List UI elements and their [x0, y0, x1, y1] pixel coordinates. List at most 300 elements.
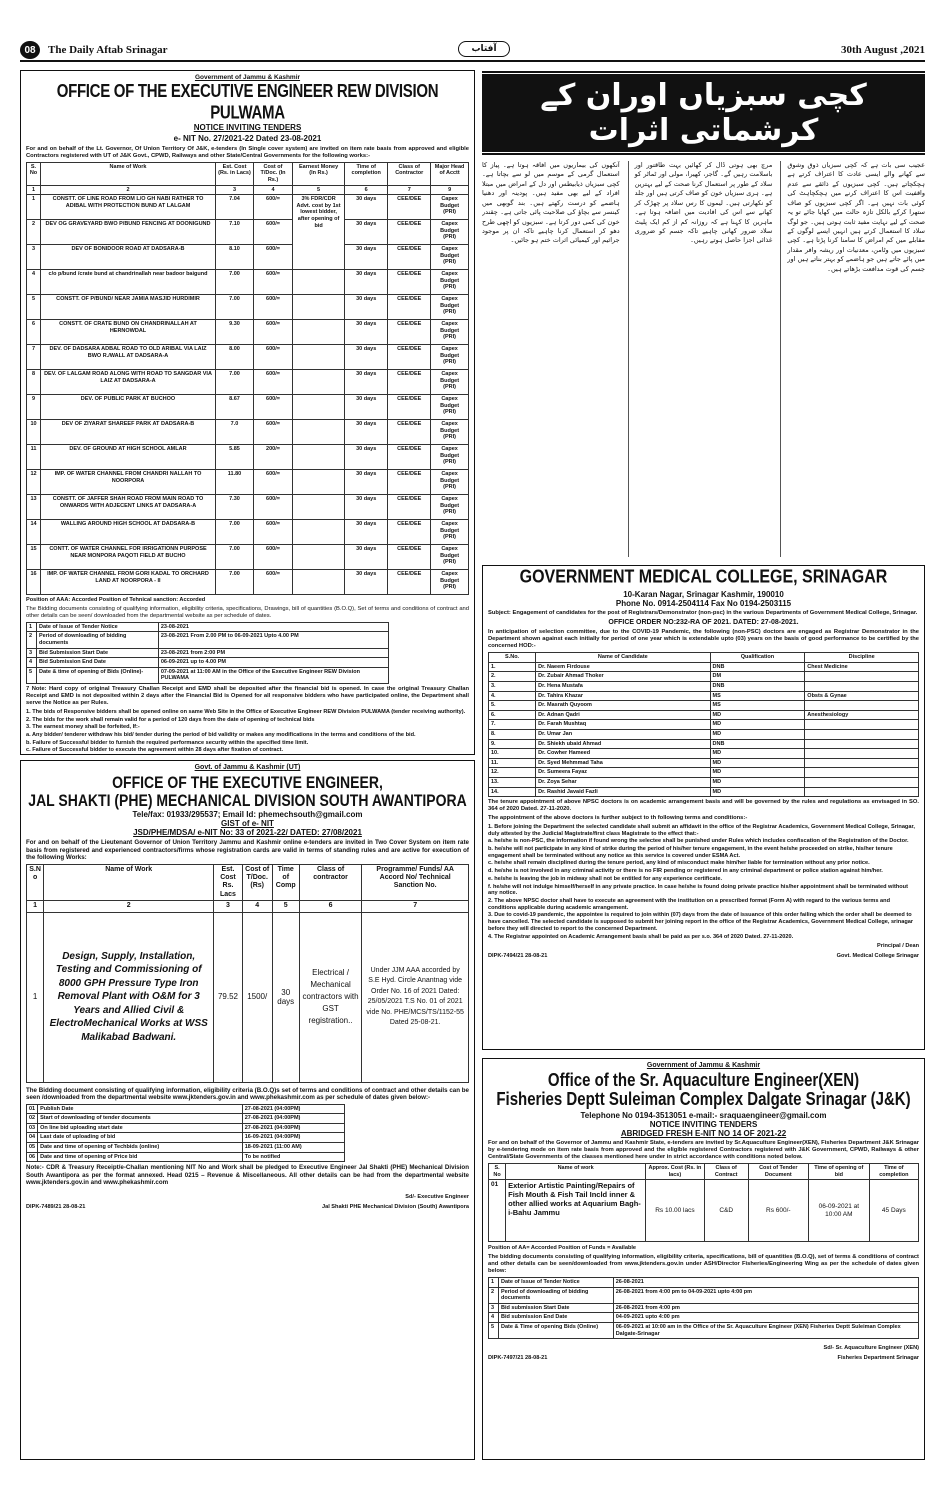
table-cell: Dr. Zubair Ahmad Thoker	[536, 672, 710, 682]
table-cell: 600/=	[253, 470, 292, 495]
table-cell: 10	[27, 420, 41, 445]
table-row	[27, 395, 469, 420]
gmc-tenure: The tenure appointment of above NPSC doctors is on academic arrangement basis and will be governed by the rules and regulations as envisaged in SO. 364 of 2020 Dated. 27-11-2020.	[488, 799, 919, 813]
newspaper-name: The Daily Aftab Srinagar	[48, 44, 168, 56]
table-row	[27, 220, 469, 245]
table-cell: 7.00	[216, 295, 254, 320]
rew-nit: e- NIT No. 27/2021-22 Dated 23-08-2021	[173, 134, 322, 144]
table-cell: 600/=	[253, 295, 292, 320]
table-row	[27, 270, 469, 295]
schedule-cell: 06-09-2021 at 10:00 am in the Office of the Sr. Aquaculture Engineer (XEN) Fisheries Deptt Suleiman Complex Dalgate-Srinagar	[613, 1322, 918, 1338]
fish-cell: Rs 600/-	[748, 1180, 808, 1242]
table-cell: DEV OF ZIYARAT SHAREEF PARK AT DADSARA-B	[41, 420, 216, 445]
table-cell	[293, 520, 345, 545]
table-cell: MD	[710, 768, 805, 778]
fish-contact: Telephone No 0194-3513051 e-mail:- sraquaengineer@gmail.com	[580, 1111, 827, 1121]
table-cell: Capex Budget (PRI)	[431, 445, 469, 470]
table-cell: CONSTT. OF P/BUND/ NEAR JAMIA MASJID HURDIMIR	[41, 295, 216, 320]
table-cell: 600/=	[253, 345, 292, 370]
fish-abridged: ABRIDGED FRESH E-NIT NO 14 OF 2021-22	[620, 1129, 787, 1139]
fish-cell: Exterior Artistic Painting/Repairs of Fish Mouth & Fish Tail Incld inner & other allied works at Aquarium Bagh-i-Bahu Jammu	[506, 1180, 646, 1242]
table-cell: CEE/DEE	[388, 320, 431, 345]
table-cell: 30 days	[345, 295, 388, 320]
table-cell: 8.10	[216, 245, 254, 270]
table-cell: 12	[27, 470, 41, 495]
table-cell	[805, 681, 919, 691]
table-cell: 14	[27, 520, 41, 545]
col-header: Cost of T/Doc. (Rs)	[242, 864, 272, 901]
urdu-article	[482, 70, 925, 557]
table-cell: Dr. Masrath Quyoom	[536, 701, 710, 711]
col-header: Est. Cost (Rs. in Lacs)	[216, 162, 254, 185]
table-cell: Dr. Cowher Hameed	[536, 749, 710, 759]
table-row	[489, 701, 919, 711]
schedule-cell: Start of downloading of tender documents	[38, 1114, 243, 1124]
schedule-row	[27, 648, 389, 658]
schedule-row	[27, 1133, 345, 1143]
term-item: 4. The Registrar appointed on Academic Arrangement basis shall be paid as per s.o. 364 of 2020 Dated. 27-11-2020.	[488, 933, 794, 940]
table-cell: Capex Budget (PRI)	[431, 270, 469, 295]
col-header: 2	[44, 901, 214, 912]
table-cell: 30 days	[345, 570, 388, 595]
term-item: b. Failure of Successful bidder to furnish the required performance security within the specified time limit.	[26, 739, 309, 746]
table-cell: MD	[710, 749, 805, 759]
fisheries-tender-notice	[482, 1058, 925, 1460]
table-row	[27, 420, 469, 445]
table-cell: 12.	[489, 768, 536, 778]
fish-sign2: Fisheries Department Srinagar	[837, 1354, 919, 1361]
table-cell: 600/=	[253, 370, 292, 395]
schedule-cell: Period of downloading of bidding documents	[37, 632, 159, 648]
schedule-cell: 01	[27, 1104, 38, 1114]
table-cell: 7.04	[216, 195, 254, 220]
masthead-logo: آفتاب	[458, 41, 510, 57]
schedule-row	[27, 1104, 345, 1114]
term-item: e. he/she is leaving the job in midway shall not be entitled for any experience certificate.	[488, 875, 723, 882]
table-cell: 1	[27, 195, 41, 220]
table-cell	[805, 758, 919, 768]
table-cell: 8.67	[216, 395, 254, 420]
table-cell: Dr. Zoya Sehar	[536, 777, 710, 787]
col-header: Qualification	[710, 653, 805, 663]
table-cell: 600/=	[253, 420, 292, 445]
table-cell: CONTT. OF WATER CHANNEL FOR IRRIGATIONN PURPOSE NEAR MONPORA PAQOTI FIELD AT BUCHO	[41, 545, 216, 570]
schedule-cell: 3	[27, 648, 37, 658]
col-header: S. No	[27, 162, 41, 185]
table-cell: 30 days	[345, 445, 388, 470]
table-cell: CEE/DEE	[388, 195, 431, 220]
table-cell: 2.	[489, 672, 536, 682]
schedule-row	[27, 1123, 345, 1133]
table-cell: 6	[27, 320, 41, 345]
table-cell: Chest Medicine	[805, 662, 919, 672]
col-header: Est. Cost Rs. Lacs	[214, 864, 243, 901]
schedule-cell: 06-09-2021 up to 4.00 PM	[158, 658, 388, 668]
col-header: Class of Contractor	[388, 162, 431, 185]
phe-title2: JAL SHAKTI (PHE) MECHANICAL DIVISION SOUTH AWANTIPORA	[28, 790, 467, 810]
fish-notice: NOTICE INVITING TENDERS	[649, 1120, 758, 1130]
table-row	[489, 749, 919, 759]
urdu-headline: کچی سبزیاں اوران کے کرشماتی اثرات	[482, 74, 925, 152]
phe-cell: 1500/	[242, 912, 272, 1082]
table-cell	[805, 777, 919, 787]
schedule-cell: 16-09-2021 (04:00PM)	[242, 1133, 344, 1143]
col-header: Time of opening of bid	[808, 1164, 869, 1180]
col-header: 7	[362, 901, 469, 912]
table-row	[27, 445, 469, 470]
gmc-order-no: OFFICE ORDER NO:232-RA OF 2021. DATED: 27-08-2021.	[608, 618, 799, 626]
table-cell: MD	[710, 787, 805, 797]
table-cell	[293, 570, 345, 595]
table-cell: 8.00	[216, 345, 254, 370]
fish-title2: Fisheries Deptt Suleiman Complex Dalgate Srinagar (J&K)	[496, 1089, 911, 1111]
schedule-row	[27, 1114, 345, 1124]
fish-cell: Rs 10.00 lacs	[646, 1180, 705, 1242]
phe-dipk: DIPK-7489/21 28-08-21	[26, 1204, 86, 1211]
term-item: c. Failure of Successful bidder to execute the agreement within 28 days after fixation of contract.	[26, 747, 284, 754]
table-cell: Anesthesiology	[805, 710, 919, 720]
table-cell: MS	[710, 701, 805, 711]
schedule-cell: 03	[27, 1123, 38, 1133]
table-cell: Capex Budget (PRI)	[431, 545, 469, 570]
table-cell	[293, 295, 345, 320]
schedule-cell: 26-08-2021 from 4:00 pm to 04-09-2021 upto 4:00 pm	[613, 1287, 918, 1303]
term-item: 1. Before joining the Department the selected candidate shall submit an affidavit in the office of the Registrar Academics, Government Medical College, Srinagar, duly attested by the Judicial Magistrate/first class Magistrate to the effect that:-	[488, 823, 915, 837]
schedule-cell: Date and time of opening of Techbids (online)	[38, 1142, 243, 1152]
fish-schedule-table	[488, 1277, 919, 1339]
col-header: Earnest Money (In Rs.)	[293, 162, 345, 185]
schedule-cell: 23-08-2021 from 2:00 PM	[158, 648, 388, 658]
table-cell: Capex Budget (PRI)	[431, 345, 469, 370]
table-cell: DEV. OF GROUND AT HIGH SCHOOL AMLAR	[41, 445, 216, 470]
table-row	[27, 545, 469, 570]
table-cell: 30 days	[345, 270, 388, 295]
col-number: 4	[253, 185, 292, 195]
table-row	[489, 691, 919, 701]
table-cell: Dr. Shiekh ubaid Ahmad	[536, 739, 710, 749]
table-row	[489, 739, 919, 749]
phe-cell: Under JJM AAA accorded by S.E Hyd. Circle Anantnag vide Order No. 16 of 2021 Dated: 25/05/2021 T.S No. 01 of 2021 vide No. PHE/MCS/TS/1152-55 Dated 25-08-21.	[362, 912, 469, 1082]
schedule-cell: Date & Time of opening Bids (Online)	[499, 1322, 614, 1338]
table-row	[489, 672, 919, 682]
schedule-cell: 4	[489, 1313, 499, 1323]
table-cell	[805, 729, 919, 739]
schedule-cell: Date of Issue of Tender Notice	[37, 622, 159, 632]
table-cell: 30 days	[345, 495, 388, 520]
table-cell: 2	[27, 220, 41, 245]
gmc-order	[482, 565, 925, 1050]
term-item: b. he/she will not participate in any kind of strike during the period of his/her tenure engagement, in the event he/she proceeded on strike, his/her tenure engagement shall be terminated without any notice as this service is covered under ESMA Act.	[488, 846, 893, 859]
table-cell	[293, 370, 345, 395]
phe-nit: JSD/PHE/MDSA/ e-NIT No: 33 of 2021-22/ DATED: 27/08/2021	[133, 828, 362, 838]
table-cell: 8	[27, 370, 41, 395]
col-header: Class of contractor	[299, 864, 362, 901]
term-item: 2. The bids for the work shall remain valid for a period of 120 days from the date of opening of technical bids	[26, 716, 315, 723]
schedule-row	[489, 1313, 919, 1323]
table-cell: CEE/DEE	[388, 520, 431, 545]
schedule-cell: 27-08-2021 (04:00PM)	[242, 1123, 344, 1133]
table-cell: Capex Budget (PRI)	[431, 395, 469, 420]
table-cell: 7	[27, 345, 41, 370]
table-cell	[805, 720, 919, 730]
schedule-row	[489, 1322, 919, 1338]
term-item: 3. Due to covid-19 pandemic, the appointee is required to join within (07) days from the date of issuance of this order failing which the order shall be deemed to have cancelled. The selected candidate is supposed to submit her joining report in the office of the Registrar Academics, Government Medical College, srinagar before they will directed to report to the concerned Department.	[488, 912, 914, 932]
col-header: 4	[242, 901, 272, 912]
table-cell: 30 days	[345, 220, 388, 245]
table-cell: CEE/DEE	[388, 220, 431, 245]
fish-biddoc: The bidding documents consisting of qualifying information, eligibility criteria, specifications, bill of quantities (B.O.Q), set of terms & conditions of contract and other details can be seen/downloaded from www.jktenders.gov.in under ASH/Director Fisheries/Engineering Wing as per the schedule of dates given below:	[488, 1254, 919, 1275]
table-row	[489, 787, 919, 797]
rew-title: OFFICE OF THE EXECUTIVE ENGINEER REW DIVISION PULWAMA	[56, 80, 439, 124]
phe-cell: 79.52	[214, 912, 243, 1082]
table-cell: Obsts & Gynae	[805, 691, 919, 701]
term-item: 1. The bids of Responsive bidders shall be opened online on same Web Site in the Office of Executive Engineer REW Division PULWAMA (tender receiving authority).	[26, 708, 466, 715]
table-row	[27, 295, 469, 320]
col-header: S.N o	[27, 864, 44, 901]
schedule-cell: To be notified	[242, 1152, 344, 1162]
schedule-cell: 27-08-2021 (04:00PM)	[242, 1114, 344, 1124]
phe-sign: Sd/- Executive Engineer	[405, 1194, 469, 1201]
table-cell: MS	[710, 691, 805, 701]
gmc-sign2: Govt. Medical College Srinagar	[836, 952, 919, 959]
table-cell: 8.	[489, 729, 536, 739]
schedule-cell: 04	[27, 1133, 38, 1143]
schedule-cell: 27-08-2021 (04:00PM)	[242, 1104, 344, 1114]
schedule-cell: 04-09-2021 upto 4:00 pm	[613, 1313, 918, 1323]
term-item: a. Any bidder/ tenderer withdraw his bid/ tender during the period of bid validity or makes any modifications in the terms and conditions of the bid.	[26, 732, 416, 738]
phe-gist: GIST of e- NIT	[221, 819, 274, 829]
table-cell: CEE/DEE	[388, 245, 431, 270]
earnest-money-cell: 3% FDR/CDR Advt. cost by 1st lowest bidder, after opening of bid	[293, 195, 345, 270]
table-cell: 30 days	[345, 520, 388, 545]
col-header: Time of Comp	[272, 864, 299, 901]
table-cell: 15	[27, 545, 41, 570]
rew-biddoc: The Bidding documents consisting of qualifying information, eligibility criteria, specifications, Drawings, bill of quantities (B.O.Q), Set of terms and conditions of contract and other details can be seen/ downloaded from the departmental website as per schedule of dates.	[26, 605, 469, 619]
col-header: 5	[272, 901, 299, 912]
col-header: Time of completion	[345, 162, 388, 185]
phe-division: Jal Shakti PHE Mechanical Division (South) Awantipora	[321, 1204, 469, 1211]
table-cell: 30 days	[345, 195, 388, 220]
schedule-cell: 26-08-2021	[613, 1278, 918, 1288]
gmc-subject: Subject: Engagement of candidates for the post of Registrars/Demonstrator (non-psc) in the various Departments of Government Medical College, Srinagar.	[488, 610, 918, 616]
col-header: Name of Work	[41, 162, 216, 185]
rew-note: 7 Note: Hard copy of original Treasury Challan Receipt and EMD shall be deposited after the financial bid is opened. In case the original Treasury Challan Receipt and EMD is not deposited within 2 days after the Financial Bid is Opened for all responsive bidders who have participated online, the Department shall serve the Notice as per Rules.	[26, 686, 469, 706]
col-header: S.No.	[489, 653, 536, 663]
table-cell: Dr. Farah Mushtaq	[536, 720, 710, 730]
table-cell: DNB	[710, 662, 805, 672]
page-header	[20, 40, 925, 62]
gmc-title: GOVERNMENT MEDICAL COLLEGE, SRINAGAR	[519, 567, 888, 588]
schedule-cell: Date and time of opening of Price bid	[38, 1152, 243, 1162]
phe-cell: 30 days	[272, 912, 299, 1082]
rew-notice: NOTICE INVITING TENDERS	[193, 122, 302, 132]
table-cell: 600/=	[253, 320, 292, 345]
table-cell: Dr. Rashid Javaid Fazli	[536, 787, 710, 797]
col-header: Cost of T/Doc. (In Rs.)	[253, 162, 292, 185]
phe-title1: OFFICE OF THE EXECUTIVE ENGINEER,	[112, 772, 383, 792]
schedule-cell: 1	[489, 1278, 499, 1288]
table-cell: Capex Budget (PRI)	[431, 570, 469, 595]
schedule-row	[489, 1287, 919, 1303]
table-cell: 9.30	[216, 320, 254, 345]
schedule-cell: 2	[489, 1287, 499, 1303]
table-cell: 200/=	[253, 445, 292, 470]
issue-date: 30th August ,2021	[840, 44, 925, 56]
table-cell: 7.00	[216, 570, 254, 595]
table-cell: 600/=	[253, 270, 292, 295]
table-cell: DEV. OF DADSARA ADBAL ROAD TO OLD ARIBAL VIA LAIZ BWO R./WALL AT DADSARA-A	[41, 345, 216, 370]
gmc-phone: Phone No. 0914-2504114 Fax No 0194-2503115	[615, 599, 792, 608]
table-row	[27, 245, 469, 270]
table-cell: IMP. OF WATER CHANNEL FROM GORI KADAL TO ORCHARD LAND AT NOORPORA - II	[41, 570, 216, 595]
table-row	[489, 710, 919, 720]
table-cell: 7.10	[216, 220, 254, 245]
table-row	[27, 320, 469, 345]
table-cell: 10.	[489, 749, 536, 759]
table-cell: DEV OF BONIDOOR ROAD AT DADSARA-B	[41, 245, 216, 270]
table-row	[27, 195, 469, 220]
table-cell: Capex Budget (PRI)	[431, 195, 469, 220]
table-cell: CEE/DEE	[388, 270, 431, 295]
urdu-column-1: عجیب سی بات ہے کہ کچی سبزیاں ذوق وشوق سے کھانے والے ایسی عادت کا اعتراف کرتے ہے ہچکچاتے ہیں۔ کچی سبزیوں کے ذائقے سے عدم واقفیت اس کا اعتراف کرنے میں ہچکچاہٹ کی کوئی بات نہیں ہے۔ اگر کچی سبزیوں کو صاف ستھرا کرکے بالکل تازہ حالت میں کھایا جائے تو یہ صحت کے لیے نہایت مفید ثابت ہوتی ہیں۔ جو لوگ سلاد کا استعمال کرتے ہیں انہیں ایسے لوگوں کے مقابلے میں کم امراض کا سامنا کرنا پڑتا ہے۔ کچی سبزیوں میں وٹامن، معدنیات اور ریشہ وافر مقدار میں پائے جاتے ہیں جو ہاضمے کو بہتر بناتے ہیں اور جسم کی قوت مدافعت بڑھاتے ہیں۔	[780, 161, 925, 557]
table-row	[27, 520, 469, 545]
col-header: Class of Contract	[704, 1164, 748, 1180]
table-cell: 16	[27, 570, 41, 595]
table-cell: 5.	[489, 701, 536, 711]
table-cell: 3.	[489, 681, 536, 691]
rew-tender-notice	[20, 70, 475, 755]
schedule-cell: Bid submission Start Date	[499, 1303, 614, 1313]
rew-govt: Government of Jammu & Kashmir	[194, 74, 301, 81]
schedule-row	[27, 1142, 345, 1152]
table-cell: Dr. Syed Mehmmad Taha	[536, 758, 710, 768]
table-cell: CONSTT. OF JAFFER SHAH ROAD FROM MAIN ROAD TO ONWARDS WITH ADJECENT LINKS AT DADSARA-A	[41, 495, 216, 520]
table-cell: CONSTT. OF LINE ROAD FROM L/O GH NABI RATHER TO ADIBAL WITH PROTECTION BUND AT LALGAM	[41, 195, 216, 220]
col-header: Cost of Tender Document	[748, 1164, 808, 1180]
table-cell	[293, 395, 345, 420]
col-header: Name of Work	[44, 864, 214, 901]
table-cell: 7.30	[216, 495, 254, 520]
table-cell: 30 days	[345, 545, 388, 570]
gmc-intro: In anticipation of selection committee, due to the COVID-19 Pandemic, the following (non-PSC) doctors are engaged as Registrar Demonstrator in the Department shown against each initially for period of one year which is extendable upto (03) years on the basis of good performance to be certified by the concerned HOD:-	[488, 629, 919, 650]
schedule-cell: 07-09-2021 at 11:00 AM in the Office of the Executive Engineer REW Division PULWAMA	[158, 667, 388, 683]
term-item: 3. The earnest money shall be forfeited, If:-	[26, 724, 140, 731]
table-cell: DM	[710, 672, 805, 682]
table-cell: 600/=	[253, 545, 292, 570]
table-cell	[805, 701, 919, 711]
table-cell	[293, 270, 345, 295]
table-cell	[293, 420, 345, 445]
fish-cell: 45 Days	[869, 1180, 918, 1242]
term-item: f. he/she will not indulge himself/herself in any private practice. In case he/she is found doing private practice his/her appointment shall be terminated without any notice.	[488, 883, 908, 897]
table-cell: CEE/DEE	[388, 495, 431, 520]
table-row	[27, 495, 469, 520]
table-cell: MD	[710, 729, 805, 739]
table-cell: IMP. OF WATER CHANNEL FROM CHANDRI NALLAH TO NOORPORA	[41, 470, 216, 495]
phe-cell: 1	[27, 912, 44, 1082]
table-cell: 7.	[489, 720, 536, 730]
rew-intro: For and on behalf of the Lt. Governor, Of Union Territory Of J&K, e-tenders (In Single cover system) are invited on item rate basis from approved and eligible Contractors registered with UT of J&K Govt., CPWD, Railways and other State/Central Governments for the following works:-	[26, 145, 469, 159]
table-cell	[293, 470, 345, 495]
gmc-terms	[488, 824, 919, 940]
schedule-cell: Period of downloading of bidding documents	[499, 1287, 614, 1303]
schedule-cell: Last date of uploading of bid	[38, 1133, 243, 1143]
table-row	[489, 681, 919, 691]
table-cell: 600/=	[253, 395, 292, 420]
table-cell: Dr. Hena Mustafa	[536, 681, 710, 691]
urdu-column-2: مرچ بھی ہوتی ڈال کر کھائیں بہت طاقتور اور باسلامت رہیں گے۔ گاجر، کھیرا، مولی اور ٹماٹر کو سلاد کے طور پر استعمال کرنا صحت کے لیے بہترین ہے۔ ہری سبزیاں خون کو صاف کرتی ہیں اور جلد کو نکھارتی ہیں۔ لیموں کا رس سلاد پر چھڑک کر کھانے سے اس کی افادیت میں اضافہ ہوتا ہے۔ ماہرین کا کہنا ہے کہ روزانہ کم از کم ایک پلیٹ سلاد ضرور کھانی چاہیے تاکہ جسم کو ضروری غذائی اجزا حاصل ہوتے رہیں۔	[628, 161, 773, 557]
col-number: 5	[293, 185, 345, 195]
col-header: Name of work	[506, 1164, 646, 1180]
col-number: 7	[388, 185, 431, 195]
table-cell: 30 days	[345, 320, 388, 345]
table-cell: Dr. Tahira Khazar	[536, 691, 710, 701]
table-cell: Dr. Naeem Firdouse	[536, 662, 710, 672]
urdu-column-3: آنکھوں کی بیماریوں میں افاقہ ہوتا ہے۔ پیاز کا استعمال گرمی کے موسم میں لو سے بچاتا ہے۔ کچی سبزیاں ذیابیطس اور دل کے امراض میں مبتلا افراد کے لیے بھی مفید ہیں۔ پودینہ اور دھنیا ہاضمے کو درست رکھتے ہیں۔ بند گوبھی میں کینسر سے بچاؤ کی صلاحیت پائی جاتی ہے۔ چقندر خون کی کمی دور کرتا ہے۔ سبزیوں کو اچھی طرح دھو کر استعمال کرنا چاہیے تاکہ ان پر موجود جراثیم اور کیمیائی اثرات ختم ہو جائیں۔	[482, 161, 620, 245]
schedule-cell: 4	[27, 658, 37, 668]
schedule-row	[27, 667, 389, 683]
table-cell: Dr. Sumeera Fayaz	[536, 768, 710, 778]
table-row	[489, 758, 919, 768]
schedule-row	[489, 1303, 919, 1313]
table-cell: Capex Budget (PRI)	[431, 295, 469, 320]
col-header: 6	[299, 901, 362, 912]
schedule-cell: Bid Submission Start Date	[37, 648, 159, 658]
table-cell: 9	[27, 395, 41, 420]
table-cell: c/o p/bund /crate bund at chandrinallah near badoor baigund	[41, 270, 216, 295]
col-header: Discipline	[805, 653, 919, 663]
term-item: 2. The above NPSC doctor shall have to execute an agreement with the institution on a prescribed format (Form A) with regard to the various terms and conditions applicable during academic arrangement.	[488, 898, 890, 911]
schedule-cell: 5	[27, 667, 37, 683]
table-cell: 7.00	[216, 270, 254, 295]
table-cell: Capex Budget (PRI)	[431, 245, 469, 270]
table-cell: DEV. OF LALGAM ROAD ALONG WITH ROAD TO SANGDAR VIA LAIZ AT DADSARA-A	[41, 370, 216, 395]
schedule-row	[489, 1278, 919, 1288]
phe-intro: For and on behalf of the Lieutenant Governor of Union Territory Jammu and Kashmir online e-tenders are invited in Two Cover System on item rate basis from registered and experienced contractors/firms whose registration cards are valid in terms of standing rules and are active for execution of the following Works:	[26, 839, 469, 862]
table-cell: Dr. Umar Jan	[536, 729, 710, 739]
table-cell: 30 days	[345, 370, 388, 395]
col-header: Major Head of Acctt	[431, 162, 469, 185]
schedule-cell: Date of Issue of Tender Notice	[499, 1278, 614, 1288]
table-cell: 600/=	[253, 245, 292, 270]
col-number: 6	[345, 185, 388, 195]
schedule-cell: 26-08-2021 from 4:00 pm	[613, 1303, 918, 1313]
table-cell: 5	[27, 295, 41, 320]
table-cell: DNB	[710, 681, 805, 691]
table-cell	[805, 787, 919, 797]
table-cell: 6.	[489, 710, 536, 720]
table-cell: 11.80	[216, 470, 254, 495]
schedule-cell: 23-08-2021 From 2.00 PM to 06-09-2021 Upto 4.00 PM	[158, 632, 388, 648]
table-cell: CEE/DEE	[388, 370, 431, 395]
table-cell: Capex Budget (PRI)	[431, 320, 469, 345]
col-header: Programme/ Funds/ AA Accord No/ Technical Sanction No.	[362, 864, 469, 901]
table-cell	[293, 445, 345, 470]
term-item: a. he/she is non-PSC, the information if found wrong the selectee shall be punished under Rules which includes confiscation of the Registration of the Doctor.	[488, 838, 909, 845]
table-cell: CEE/DEE	[388, 445, 431, 470]
table-cell: 5.85	[216, 445, 254, 470]
term-item: c. he/she shall remain disciplined during the tenure period, any kind of misconduct make him/her liable for termination without any prior notice.	[488, 860, 870, 867]
table-cell: 7.00	[216, 520, 254, 545]
table-row	[27, 470, 469, 495]
col-header: Name of Candidate	[536, 653, 710, 663]
table-row	[489, 729, 919, 739]
phe-tender-notice	[20, 760, 475, 1460]
table-cell: 600/=	[253, 570, 292, 595]
table-cell: 13	[27, 495, 41, 520]
table-cell: MD	[710, 710, 805, 720]
table-cell	[805, 749, 919, 759]
